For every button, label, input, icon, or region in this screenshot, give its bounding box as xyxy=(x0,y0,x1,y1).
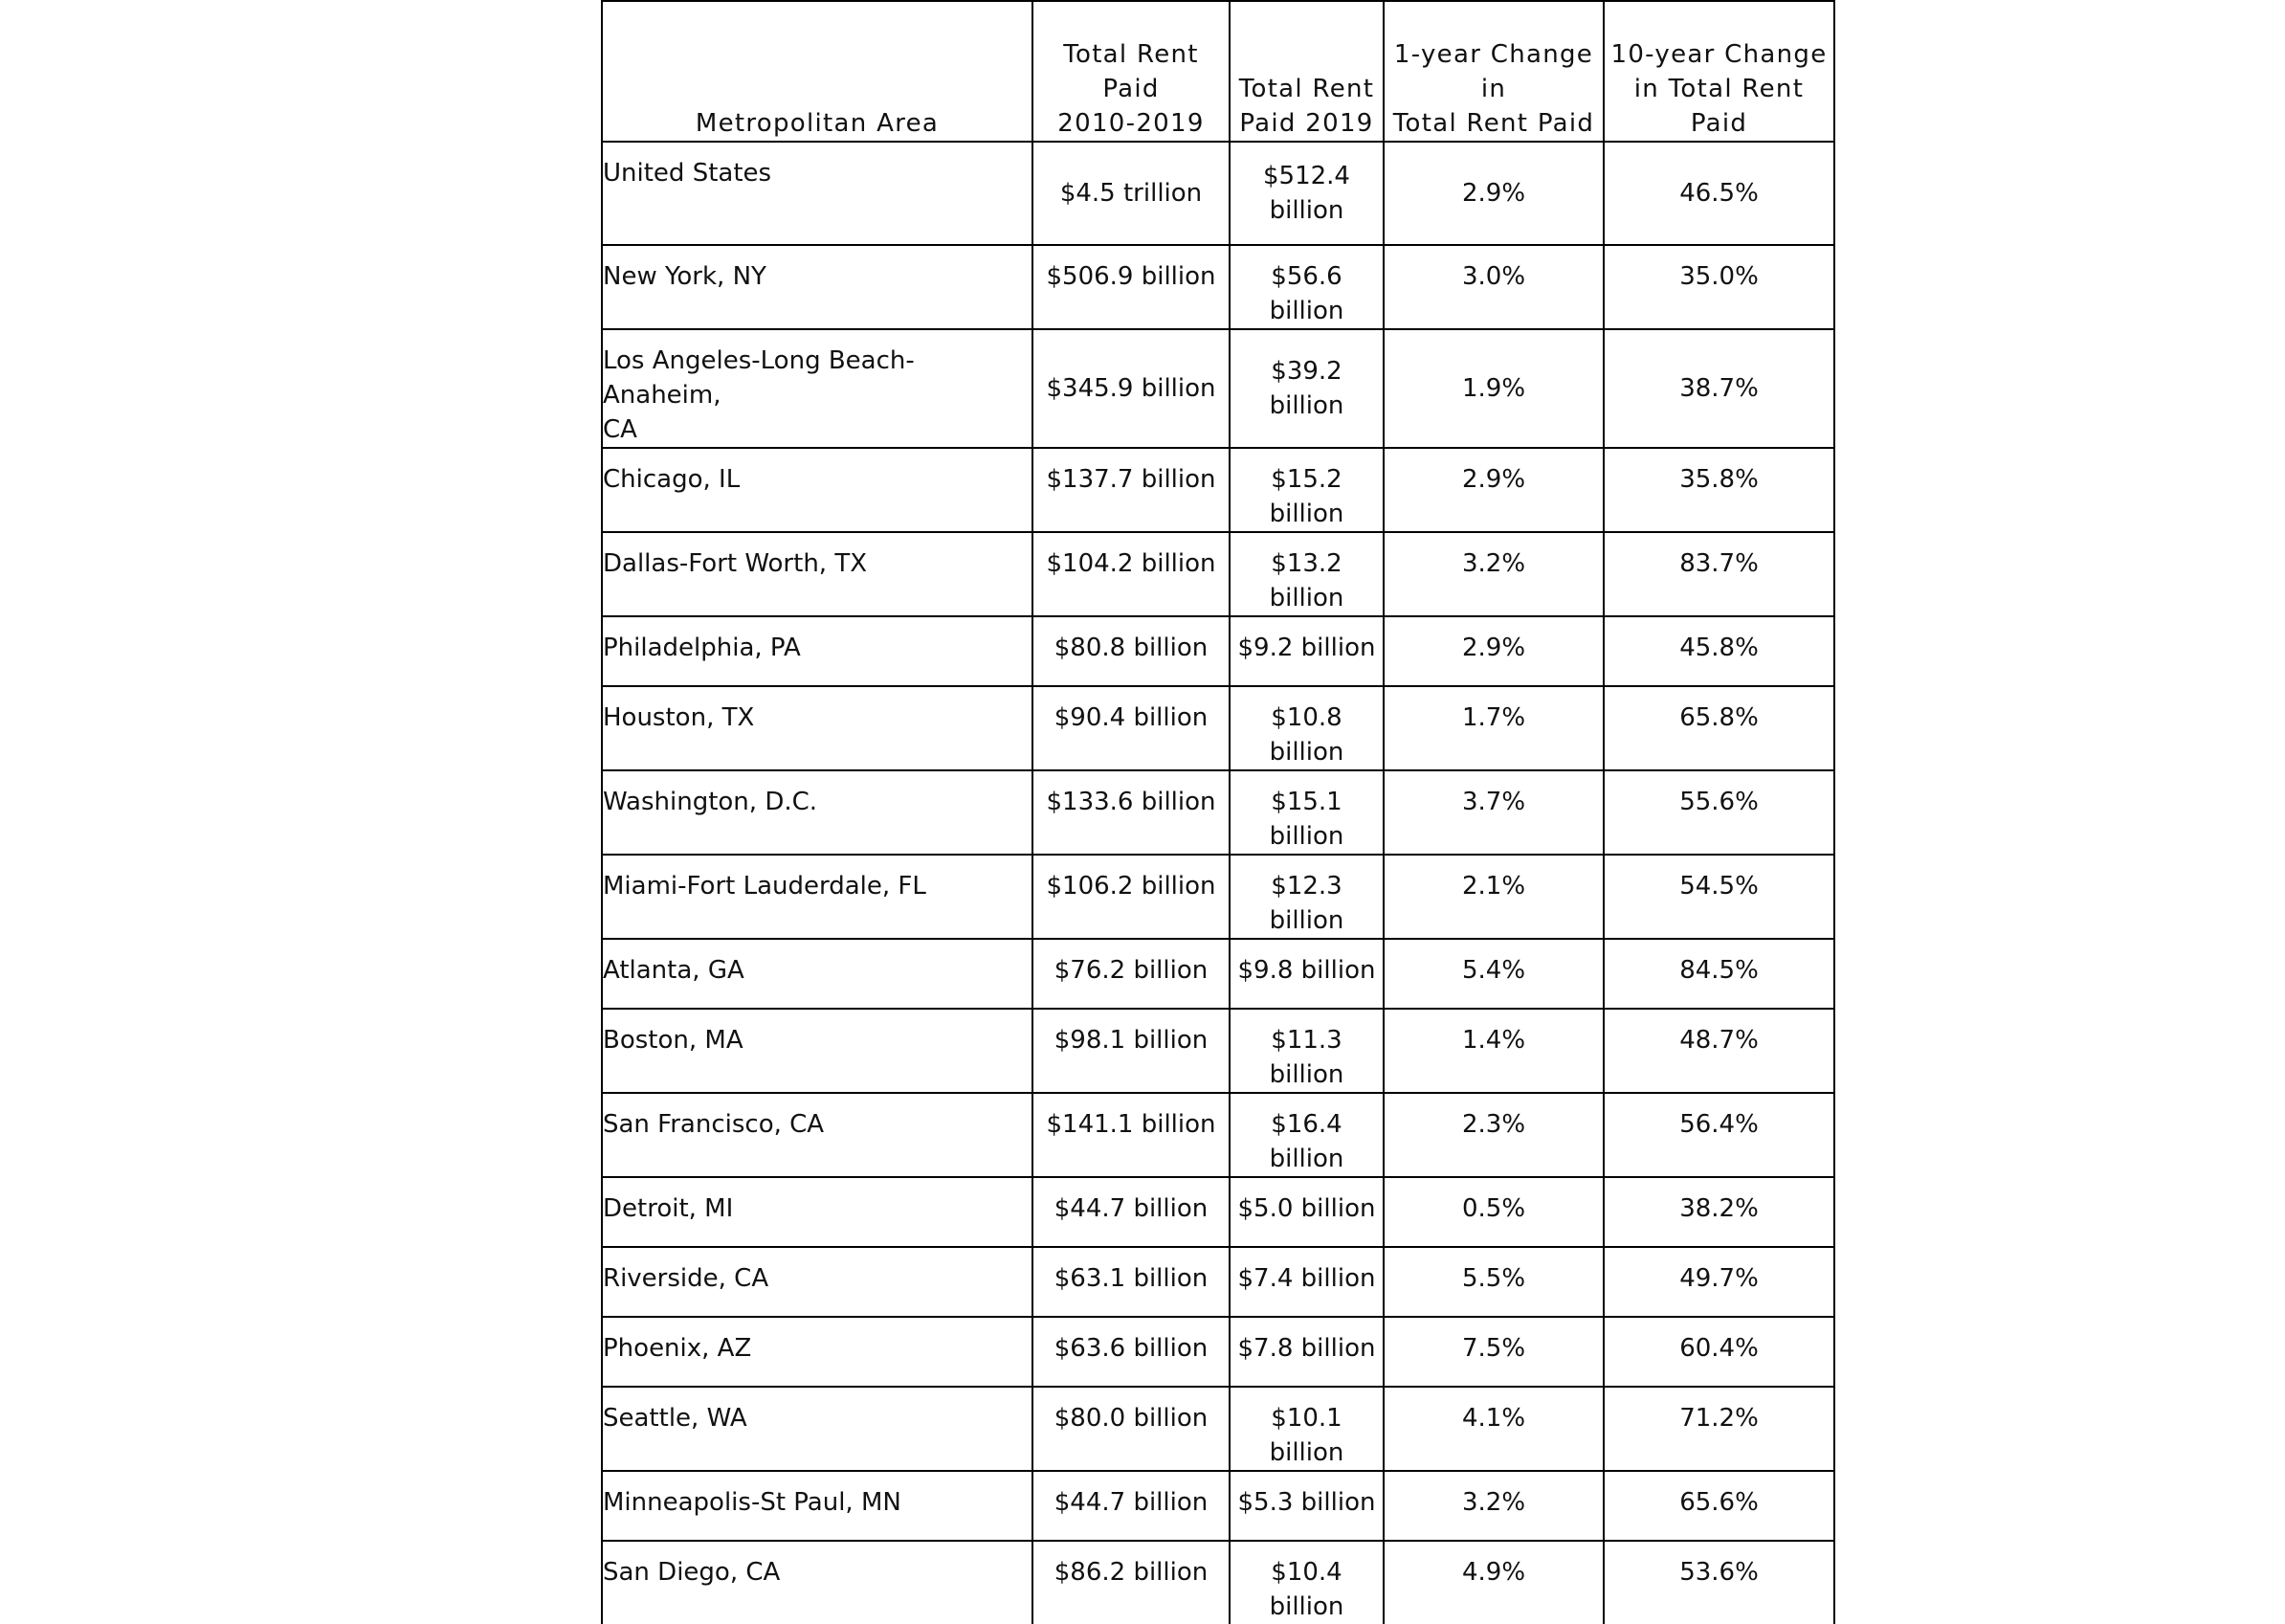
cell-10-year-change-text: 83.7% xyxy=(1679,549,1759,578)
cell-total-rent-2019-text: $16.4 billion xyxy=(1269,1110,1344,1173)
cell-metropolitan-area xyxy=(602,1177,1032,1247)
cell-10-year-change xyxy=(1604,329,1834,448)
table-row xyxy=(602,770,1834,855)
cell-total-rent-2010-2019-text: $86.2 billion xyxy=(1054,1558,1209,1587)
cell-1-year-change xyxy=(1384,1177,1604,1247)
table-row xyxy=(602,1247,1834,1317)
cell-10-year-change-text: 71.2% xyxy=(1679,1404,1759,1433)
cell-total-rent-2010-2019 xyxy=(1032,939,1230,1009)
cell-total-rent-2010-2019-text: $63.1 billion xyxy=(1054,1264,1209,1293)
cell-total-rent-2019 xyxy=(1230,686,1384,770)
cell-metropolitan-area-text: Minneapolis-St Paul, MN xyxy=(603,1488,901,1517)
cell-1-year-change xyxy=(1384,855,1604,939)
table-row xyxy=(602,532,1834,616)
header-total-rent-2010-2019: Total Rent Paid 2010-2019 xyxy=(1032,1,1230,142)
cell-10-year-change xyxy=(1604,1009,1834,1093)
cell-total-rent-2010-2019-text: $80.8 billion xyxy=(1054,634,1209,662)
cell-total-rent-2019-text: $11.3 billion xyxy=(1269,1026,1344,1089)
cell-total-rent-2010-2019-text: $345.9 billion xyxy=(1046,374,1216,403)
cell-metropolitan-area-text: Seattle, WA xyxy=(603,1404,747,1433)
cell-total-rent-2010-2019-text: $98.1 billion xyxy=(1054,1026,1209,1055)
cell-metropolitan-area xyxy=(602,329,1032,448)
cell-metropolitan-area xyxy=(602,855,1032,939)
cell-metropolitan-area xyxy=(602,1387,1032,1471)
cell-total-rent-2019-text: $7.8 billion xyxy=(1237,1334,1376,1363)
cell-10-year-change xyxy=(1604,855,1834,939)
cell-total-rent-2010-2019-text: $106.2 billion xyxy=(1046,872,1216,901)
cell-total-rent-2010-2019 xyxy=(1032,532,1230,616)
cell-total-rent-2019-text: $15.2 billion xyxy=(1269,465,1344,528)
cell-10-year-change-text: 65.6% xyxy=(1679,1488,1759,1517)
cell-metropolitan-area-text: Los Angeles-Long Beach-Anaheim, CA xyxy=(603,346,915,444)
cell-total-rent-2010-2019-text: $141.1 billion xyxy=(1046,1110,1216,1139)
cell-metropolitan-area-text: Atlanta, GA xyxy=(603,956,744,985)
cell-total-rent-2010-2019 xyxy=(1032,855,1230,939)
cell-total-rent-2019-text: $512.4 billion xyxy=(1263,162,1350,225)
cell-1-year-change-text: 4.1% xyxy=(1461,1404,1526,1433)
cell-10-year-change-text: 38.7% xyxy=(1679,374,1759,403)
cell-total-rent-2019 xyxy=(1230,855,1384,939)
cell-1-year-change-text: 3.2% xyxy=(1461,1488,1526,1517)
cell-total-rent-2019 xyxy=(1230,770,1384,855)
cell-10-year-change xyxy=(1604,1177,1834,1247)
cell-metropolitan-area-text: Riverside, CA xyxy=(603,1264,769,1293)
cell-1-year-change xyxy=(1384,532,1604,616)
cell-total-rent-2010-2019-text: $4.5 trillion xyxy=(1059,179,1203,208)
cell-total-rent-2010-2019-text: $80.0 billion xyxy=(1054,1404,1209,1433)
cell-1-year-change xyxy=(1384,686,1604,770)
cell-metropolitan-area xyxy=(602,1247,1032,1317)
cell-metropolitan-area xyxy=(602,616,1032,686)
table-row xyxy=(602,1387,1834,1471)
table-row xyxy=(602,329,1834,448)
cell-total-rent-2019-text: $15.1 billion xyxy=(1269,788,1344,851)
cell-10-year-change-text: 65.8% xyxy=(1679,703,1759,732)
cell-metropolitan-area-text: San Diego, CA xyxy=(603,1558,781,1587)
cell-total-rent-2010-2019-text: $63.6 billion xyxy=(1054,1334,1209,1363)
cell-1-year-change-text: 2.9% xyxy=(1461,465,1526,494)
cell-10-year-change-text: 48.7% xyxy=(1679,1026,1759,1055)
cell-10-year-change-text: 38.2% xyxy=(1679,1194,1759,1223)
cell-total-rent-2010-2019 xyxy=(1032,245,1230,329)
cell-metropolitan-area-text: Houston, TX xyxy=(603,703,755,732)
cell-total-rent-2019-text: $9.2 billion xyxy=(1237,634,1376,662)
cell-total-rent-2019 xyxy=(1230,1177,1384,1247)
cell-total-rent-2010-2019-text: $76.2 billion xyxy=(1054,956,1209,985)
table-row xyxy=(602,1471,1834,1541)
table-row xyxy=(602,855,1834,939)
cell-total-rent-2010-2019-text: $90.4 billion xyxy=(1054,703,1209,732)
cell-total-rent-2010-2019 xyxy=(1032,1177,1230,1247)
cell-1-year-change xyxy=(1384,1317,1604,1387)
cell-total-rent-2019-text: $10.1 billion xyxy=(1269,1404,1344,1467)
cell-total-rent-2019-text: $5.0 billion xyxy=(1237,1194,1376,1223)
cell-total-rent-2019-text: $10.4 billion xyxy=(1269,1558,1344,1621)
cell-metropolitan-area xyxy=(602,245,1032,329)
cell-10-year-change xyxy=(1604,1093,1834,1177)
cell-total-rent-2010-2019 xyxy=(1032,329,1230,448)
cell-metropolitan-area xyxy=(602,448,1032,532)
cell-total-rent-2010-2019-text: $133.6 billion xyxy=(1046,788,1216,816)
cell-1-year-change-text: 7.5% xyxy=(1461,1334,1526,1363)
cell-10-year-change-text: 55.6% xyxy=(1679,788,1759,816)
cell-1-year-change xyxy=(1384,448,1604,532)
cell-total-rent-2010-2019 xyxy=(1032,1093,1230,1177)
cell-1-year-change-text: 2.1% xyxy=(1461,872,1526,901)
cell-total-rent-2010-2019-text: $506.9 billion xyxy=(1046,262,1216,291)
cell-10-year-change-text: 46.5% xyxy=(1679,179,1759,208)
cell-metropolitan-area-text: Boston, MA xyxy=(603,1026,743,1055)
table-row xyxy=(602,686,1834,770)
cell-metropolitan-area-text: San Francisco, CA xyxy=(603,1110,825,1139)
cell-1-year-change-text: 4.9% xyxy=(1461,1558,1526,1587)
cell-1-year-change-text: 1.4% xyxy=(1461,1026,1526,1055)
cell-total-rent-2019 xyxy=(1230,616,1384,686)
cell-total-rent-2019 xyxy=(1230,939,1384,1009)
cell-metropolitan-area xyxy=(602,142,1032,245)
cell-metropolitan-area-text: Detroit, MI xyxy=(603,1194,734,1223)
cell-metropolitan-area-text: Washington, D.C. xyxy=(603,788,818,816)
table-row xyxy=(602,142,1834,245)
cell-total-rent-2019-text: $5.3 billion xyxy=(1237,1488,1376,1517)
cell-total-rent-2019 xyxy=(1230,532,1384,616)
table-row xyxy=(602,448,1834,532)
cell-metropolitan-area xyxy=(602,1471,1032,1541)
cell-metropolitan-area-text: Philadelphia, PA xyxy=(603,634,801,662)
cell-metropolitan-area xyxy=(602,1541,1032,1624)
cell-1-year-change-text: 0.5% xyxy=(1461,1194,1526,1223)
cell-total-rent-2019-text: $7.4 billion xyxy=(1237,1264,1376,1293)
cell-1-year-change xyxy=(1384,1471,1604,1541)
table-row xyxy=(602,1317,1834,1387)
cell-total-rent-2010-2019-text: $137.7 billion xyxy=(1046,465,1216,494)
header-metropolitan-area: Metropolitan Area xyxy=(602,1,1032,142)
cell-1-year-change-text: 3.7% xyxy=(1461,788,1526,816)
cell-total-rent-2010-2019 xyxy=(1032,142,1230,245)
cell-10-year-change-text: 54.5% xyxy=(1679,872,1759,901)
cell-metropolitan-area xyxy=(602,1317,1032,1387)
cell-total-rent-2019 xyxy=(1230,1541,1384,1624)
cell-total-rent-2010-2019 xyxy=(1032,1009,1230,1093)
cell-10-year-change-text: 49.7% xyxy=(1679,1264,1759,1293)
cell-total-rent-2010-2019 xyxy=(1032,1387,1230,1471)
header-10-year-change: 10-year Change in Total Rent Paid xyxy=(1604,1,1834,142)
table-row xyxy=(602,245,1834,329)
cell-1-year-change xyxy=(1384,245,1604,329)
cell-1-year-change xyxy=(1384,1541,1604,1624)
cell-1-year-change-text: 1.7% xyxy=(1461,703,1526,732)
cell-metropolitan-area-text: Chicago, IL xyxy=(603,465,741,494)
cell-10-year-change-text: 60.4% xyxy=(1679,1334,1759,1363)
cell-total-rent-2010-2019 xyxy=(1032,1541,1230,1624)
cell-metropolitan-area-text: Dallas-Fort Worth, TX xyxy=(603,549,868,578)
cell-10-year-change-text: 53.6% xyxy=(1679,1558,1759,1587)
header-1-year-change: 1-year Change in Total Rent Paid xyxy=(1384,1,1604,142)
cell-metropolitan-area xyxy=(602,532,1032,616)
cell-total-rent-2019 xyxy=(1230,1317,1384,1387)
table-header xyxy=(602,1,1834,142)
table-row xyxy=(602,1009,1834,1093)
cell-10-year-change xyxy=(1604,1317,1834,1387)
cell-1-year-change-text: 5.5% xyxy=(1461,1264,1526,1293)
cell-total-rent-2019 xyxy=(1230,329,1384,448)
cell-10-year-change-text: 84.5% xyxy=(1679,956,1759,985)
cell-metropolitan-area xyxy=(602,686,1032,770)
rent-table xyxy=(601,0,1835,1624)
cell-total-rent-2019-text: $39.2 billion xyxy=(1269,357,1344,420)
table-row xyxy=(602,616,1834,686)
cell-1-year-change xyxy=(1384,142,1604,245)
cell-total-rent-2019-text: $56.6 billion xyxy=(1269,262,1344,325)
cell-10-year-change-text: 35.0% xyxy=(1679,262,1759,291)
table-row xyxy=(602,939,1834,1009)
cell-total-rent-2010-2019-text: $104.2 billion xyxy=(1046,549,1216,578)
cell-1-year-change xyxy=(1384,329,1604,448)
cell-total-rent-2019 xyxy=(1230,1009,1384,1093)
cell-1-year-change-text: 3.0% xyxy=(1461,262,1526,291)
cell-metropolitan-area-text: United States xyxy=(603,159,772,188)
cell-10-year-change xyxy=(1604,939,1834,1009)
cell-1-year-change-text: 1.9% xyxy=(1461,374,1526,403)
cell-total-rent-2019-text: $13.2 billion xyxy=(1269,549,1344,612)
cell-10-year-change xyxy=(1604,532,1834,616)
cell-1-year-change xyxy=(1384,1387,1604,1471)
cell-metropolitan-area-text: New York, NY xyxy=(603,262,766,291)
cell-total-rent-2010-2019 xyxy=(1032,1317,1230,1387)
cell-total-rent-2019 xyxy=(1230,245,1384,329)
header-total-rent-2019: Total Rent Paid 2019 xyxy=(1230,1,1384,142)
cell-1-year-change xyxy=(1384,939,1604,1009)
cell-10-year-change-text: 45.8% xyxy=(1679,634,1759,662)
cell-metropolitan-area xyxy=(602,1093,1032,1177)
cell-total-rent-2010-2019 xyxy=(1032,448,1230,532)
cell-total-rent-2019 xyxy=(1230,448,1384,532)
cell-total-rent-2019 xyxy=(1230,1093,1384,1177)
cell-metropolitan-area-text: Miami-Fort Lauderdale, FL xyxy=(603,872,926,901)
cell-1-year-change xyxy=(1384,1009,1604,1093)
cell-total-rent-2010-2019 xyxy=(1032,686,1230,770)
cell-10-year-change-text: 35.8% xyxy=(1679,465,1759,494)
cell-1-year-change-text: 2.9% xyxy=(1461,634,1526,662)
cell-total-rent-2010-2019 xyxy=(1032,1247,1230,1317)
cell-total-rent-2010-2019 xyxy=(1032,1471,1230,1541)
cell-total-rent-2019-text: $9.8 billion xyxy=(1237,956,1376,985)
cell-1-year-change-text: 2.9% xyxy=(1461,179,1526,208)
cell-metropolitan-area xyxy=(602,939,1032,1009)
cell-total-rent-2010-2019-text: $44.7 billion xyxy=(1054,1488,1209,1517)
cell-total-rent-2019-text: $12.3 billion xyxy=(1269,872,1344,935)
cell-10-year-change xyxy=(1604,1471,1834,1541)
table-row xyxy=(602,1093,1834,1177)
cell-1-year-change xyxy=(1384,1093,1604,1177)
cell-10-year-change xyxy=(1604,1247,1834,1317)
cell-total-rent-2019 xyxy=(1230,1247,1384,1317)
table-row xyxy=(602,1541,1834,1624)
cell-1-year-change xyxy=(1384,770,1604,855)
cell-total-rent-2019 xyxy=(1230,142,1384,245)
cell-total-rent-2010-2019 xyxy=(1032,770,1230,855)
cell-10-year-change xyxy=(1604,616,1834,686)
cell-total-rent-2019 xyxy=(1230,1471,1384,1541)
header-row xyxy=(602,1,1834,142)
cell-total-rent-2010-2019-text: $44.7 billion xyxy=(1054,1194,1209,1223)
cell-10-year-change xyxy=(1604,686,1834,770)
cell-10-year-change xyxy=(1604,1387,1834,1471)
cell-10-year-change xyxy=(1604,245,1834,329)
cell-1-year-change xyxy=(1384,1247,1604,1317)
cell-1-year-change-text: 5.4% xyxy=(1461,956,1526,985)
cell-10-year-change xyxy=(1604,448,1834,532)
cell-1-year-change-text: 3.2% xyxy=(1461,549,1526,578)
cell-10-year-change xyxy=(1604,770,1834,855)
cell-10-year-change-text: 56.4% xyxy=(1679,1110,1759,1139)
cell-1-year-change-text: 2.3% xyxy=(1461,1110,1526,1139)
cell-1-year-change xyxy=(1384,616,1604,686)
cell-metropolitan-area xyxy=(602,1009,1032,1093)
cell-total-rent-2019-text: $10.8 billion xyxy=(1269,703,1344,767)
cell-total-rent-2019 xyxy=(1230,1387,1384,1471)
table-body xyxy=(602,142,1834,1624)
cell-10-year-change xyxy=(1604,1541,1834,1624)
cell-10-year-change xyxy=(1604,142,1834,245)
cell-metropolitan-area-text: Phoenix, AZ xyxy=(603,1334,752,1363)
cell-total-rent-2010-2019 xyxy=(1032,616,1230,686)
cell-metropolitan-area xyxy=(602,770,1032,855)
table-row xyxy=(602,1177,1834,1247)
